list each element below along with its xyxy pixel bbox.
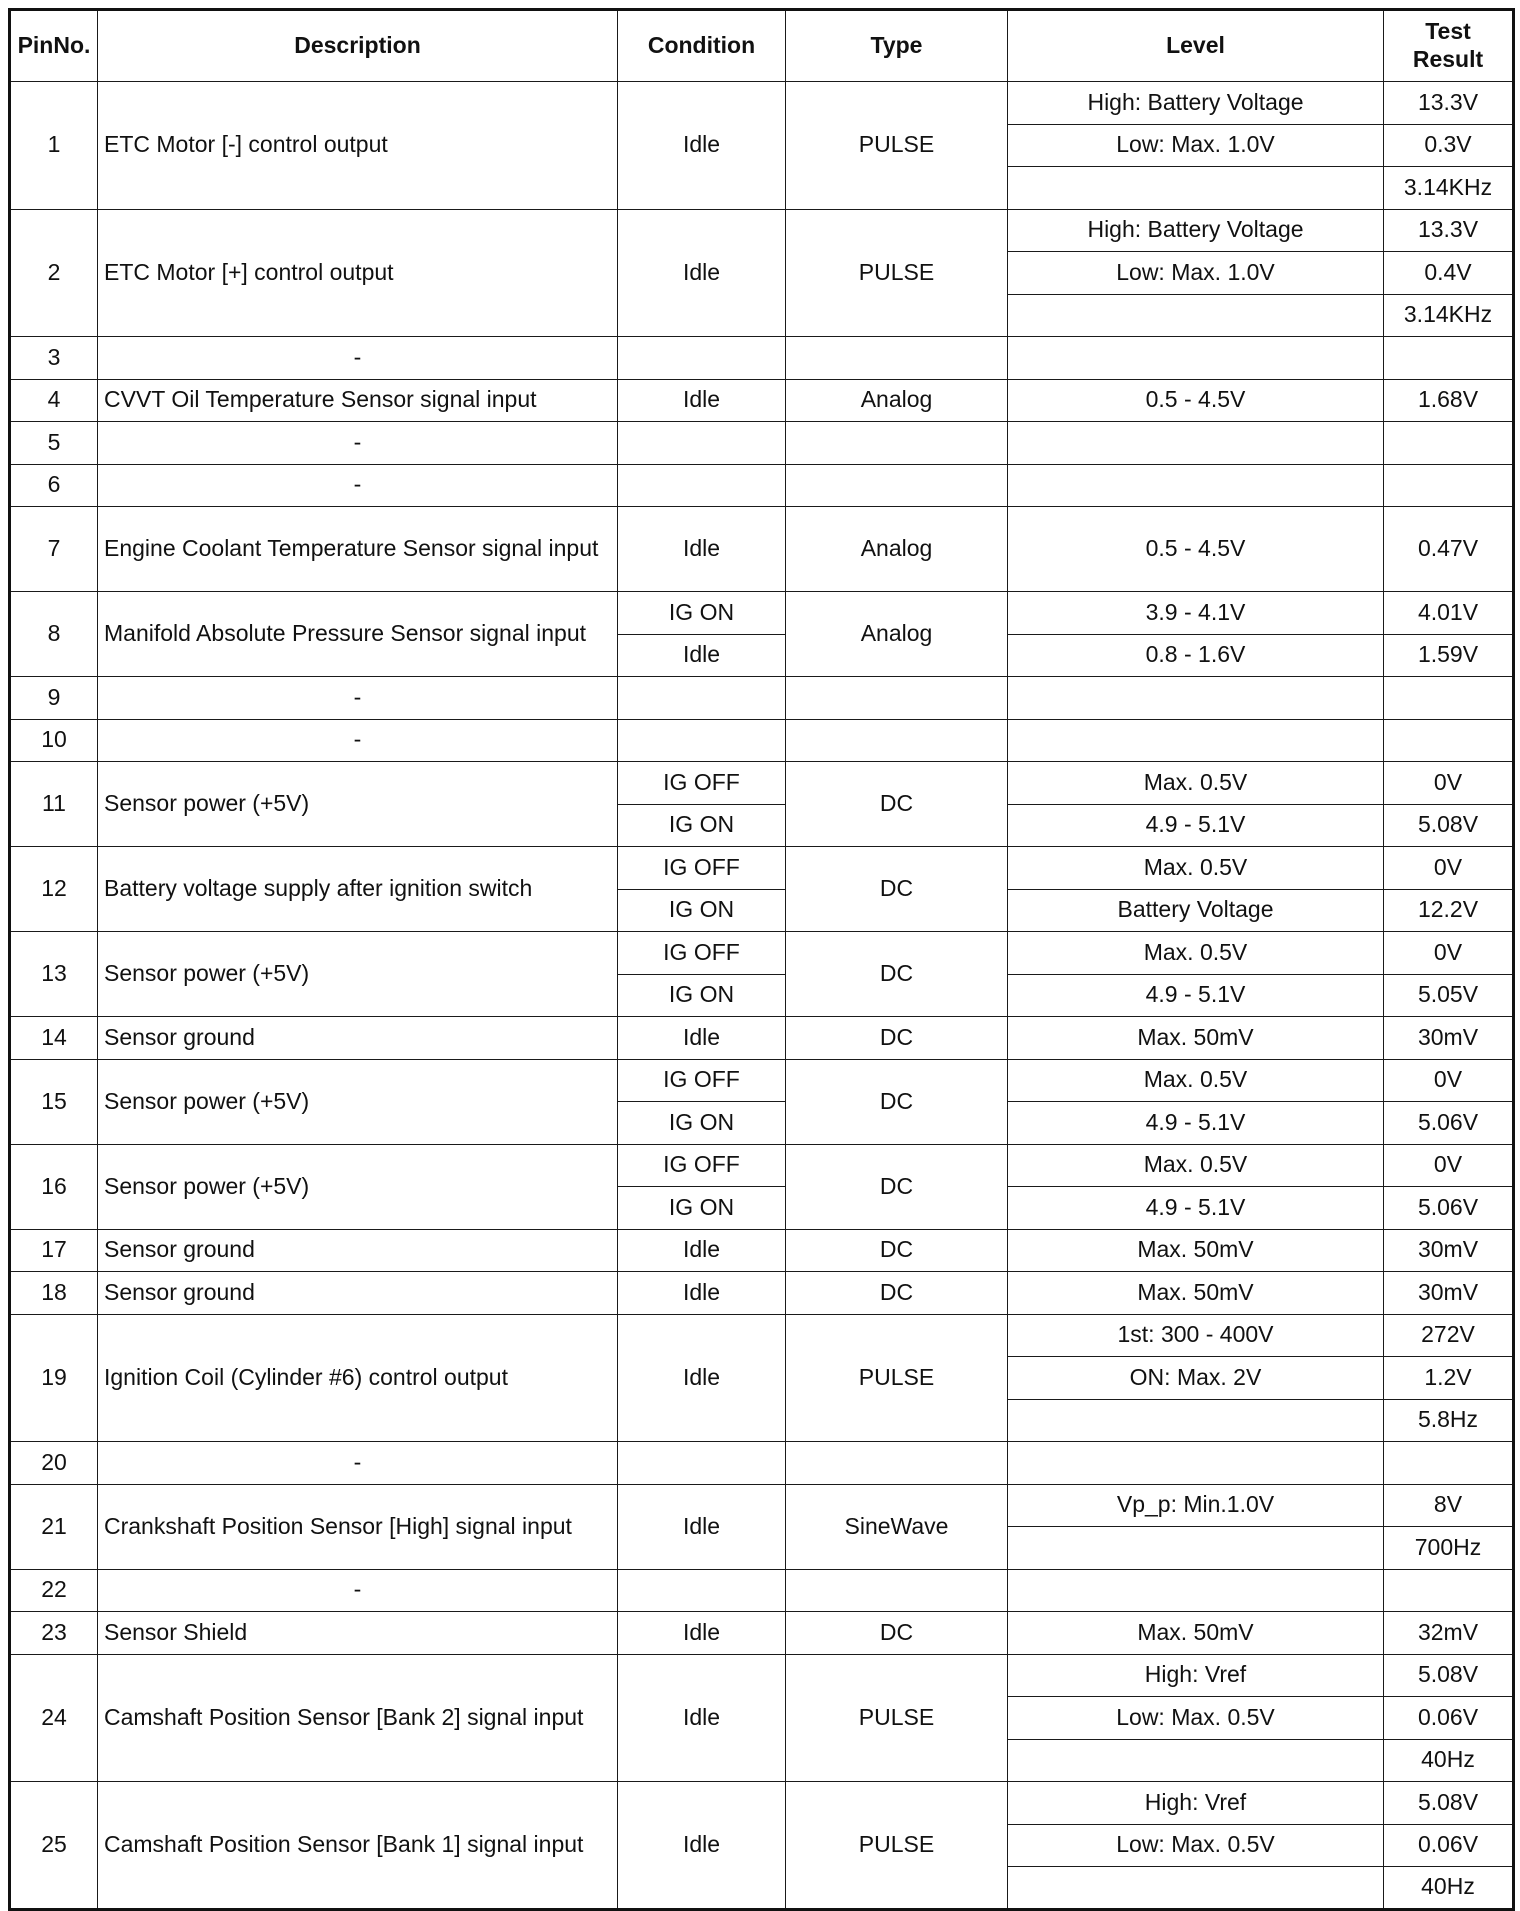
pin-type [786,1442,1008,1485]
pin-level: Max. 0.5V [1008,847,1384,890]
pin-type: PULSE [786,1654,1008,1782]
pin-type [786,719,1008,762]
pin-number: 9 [10,677,98,720]
pin-test-result: 5.05V [1384,974,1514,1017]
pin-test-result: 5.8Hz [1384,1399,1514,1442]
pin-condition [618,719,786,762]
pin-test-result: 0.3V [1384,124,1514,167]
pin-number: 20 [10,1442,98,1485]
pin-condition: Idle [618,82,786,210]
pin-condition: IG OFF [618,762,786,805]
pin-test-result: 5.08V [1384,1782,1514,1825]
pin-test-result: 40Hz [1384,1867,1514,1910]
pin-condition: IG OFF [618,847,786,890]
pin-level: 0.5 - 4.5V [1008,379,1384,422]
pin-level [1008,1527,1384,1570]
pin-number: 21 [10,1484,98,1569]
pin-number: 13 [10,932,98,1017]
pin-test-result: 13.3V [1384,82,1514,125]
pin-level: Max. 50mV [1008,1017,1384,1060]
pin-level: 3.9 - 4.1V [1008,592,1384,635]
table-row [10,1612,1514,1655]
pin-level: Max. 50mV [1008,1612,1384,1655]
pin-condition: Idle [618,1314,786,1442]
pin-number: 5 [10,422,98,465]
table-row [10,337,1514,380]
pin-level [1008,1739,1384,1782]
pin-level: Max. 0.5V [1008,762,1384,805]
pin-test-result: 0.4V [1384,252,1514,295]
pin-test-result: 5.08V [1384,1654,1514,1697]
pin-condition: Idle [618,1612,786,1655]
pin-description: Sensor Shield [98,1612,618,1655]
pin-level: Battery Voltage [1008,889,1384,932]
pin-condition: Idle [618,1272,786,1315]
pin-condition: Idle [618,1229,786,1272]
pin-description: ETC Motor [+] control output [98,209,618,337]
pin-type: SineWave [786,1484,1008,1569]
pin-condition [618,464,786,507]
pin-test-result [1384,1569,1514,1612]
pin-number: 12 [10,847,98,932]
pin-test-result: 5.06V [1384,1102,1514,1145]
pin-type: DC [786,1017,1008,1060]
pin-level: 4.9 - 5.1V [1008,1102,1384,1145]
pin-test-result: 0V [1384,1144,1514,1187]
pin-condition: IG ON [618,889,786,932]
pin-description: - [98,464,618,507]
pin-test-result: 0.06V [1384,1697,1514,1740]
pin-type: DC [786,762,1008,847]
pin-description: Manifold Absolute Pressure Sensor signal input [98,592,618,677]
pin-level: 4.9 - 5.1V [1008,1187,1384,1230]
pin-test-result: 40Hz [1384,1739,1514,1782]
pin-condition [618,422,786,465]
table-row [10,507,1514,550]
pin-level: 4.9 - 5.1V [1008,804,1384,847]
pin-condition [618,1569,786,1612]
pin-level [1008,464,1384,507]
pin-test-result: 1.59V [1384,634,1514,677]
pin-description: - [98,422,618,465]
pin-type: DC [786,1229,1008,1272]
pin-type: Analog [786,592,1008,677]
pin-description: - [98,677,618,720]
pin-level [1008,422,1384,465]
pin-test-result [1384,422,1514,465]
pin-number: 19 [10,1314,98,1442]
pin-type [786,422,1008,465]
pin-test-result: 0V [1384,762,1514,805]
pin-condition: IG ON [618,804,786,847]
pin-type: DC [786,1144,1008,1229]
pin-test-result: 0.06V [1384,1824,1514,1867]
pin-number: 6 [10,464,98,507]
pin-test-result: 1.68V [1384,379,1514,422]
header-description: Description [98,10,618,82]
table-row [10,209,1514,252]
pin-level: Max. 50mV [1008,1229,1384,1272]
pin-condition [618,677,786,720]
pin-number: 4 [10,379,98,422]
pin-test-result [1384,337,1514,380]
pin-test-result [1384,677,1514,720]
pin-type: DC [786,932,1008,1017]
pin-description: Ignition Coil (Cylinder #6) control output [98,1314,618,1442]
header-type: Type [786,10,1008,82]
pin-level [1008,294,1384,337]
table-row [10,1442,1514,1485]
header-level: Level [1008,10,1384,82]
pin-number: 23 [10,1612,98,1655]
pin-description: - [98,1442,618,1485]
table-row [10,1229,1514,1272]
pin-test-result: 3.14KHz [1384,294,1514,337]
table-row [10,932,1514,975]
pin-type: DC [786,1059,1008,1144]
pin-number: 24 [10,1654,98,1782]
pin-number: 7 [10,507,98,592]
pin-type: DC [786,1272,1008,1315]
pin-condition: IG OFF [618,1144,786,1187]
pin-type: PULSE [786,209,1008,337]
pin-level [1008,1399,1384,1442]
pin-test-result: 13.3V [1384,209,1514,252]
pin-condition: IG OFF [618,932,786,975]
pin-test-result: 0V [1384,1059,1514,1102]
pin-level: Low: Max. 1.0V [1008,252,1384,295]
table-row [10,1484,1514,1527]
pin-test-result: 5.06V [1384,1187,1514,1230]
pin-number: 16 [10,1144,98,1229]
pin-level: High: Battery Voltage [1008,82,1384,125]
pin-level: 4.9 - 5.1V [1008,974,1384,1017]
pin-level: High: Vref [1008,1782,1384,1825]
pin-condition: Idle [618,379,786,422]
pin-description: - [98,337,618,380]
pin-test-result: 30mV [1384,1017,1514,1060]
pin-level: Low: Max. 0.5V [1008,1824,1384,1867]
pin-type [786,677,1008,720]
table-row [10,1017,1514,1060]
pin-level [1008,719,1384,762]
pin-level: Max. 0.5V [1008,1059,1384,1102]
pin-level: 0.5 - 4.5V [1008,507,1384,592]
pin-test-result: 1.2V [1384,1357,1514,1400]
table-row [10,1272,1514,1315]
pin-test-table [8,8,1515,1911]
pin-test-result: 0V [1384,847,1514,890]
pin-test-result: 700Hz [1384,1527,1514,1570]
pin-test-result: 8V [1384,1484,1514,1527]
pin-level: Vp_p: Min.1.0V [1008,1484,1384,1527]
table-row [10,1059,1514,1102]
pin-level [1008,1569,1384,1612]
pin-description: Camshaft Position Sensor [Bank 1] signal input [98,1782,618,1910]
pin-description: Battery voltage supply after ignition switch [98,847,618,932]
pin-description: CVVT Oil Temperature Sensor signal input [98,379,618,422]
pin-description: - [98,719,618,762]
pin-description: Crankshaft Position Sensor [High] signal input [98,1484,618,1569]
pin-test-result: 30mV [1384,1229,1514,1272]
pin-condition: Idle [618,209,786,337]
pin-level: High: Battery Voltage [1008,209,1384,252]
pin-condition: IG ON [618,592,786,635]
pin-description: Sensor power (+5V) [98,1059,618,1144]
pin-level [1008,1867,1384,1910]
table-row [10,379,1514,422]
table-row [10,1569,1514,1612]
header-row [10,10,1514,82]
pin-number: 22 [10,1569,98,1612]
table-row [10,1314,1514,1357]
table-row [10,464,1514,507]
pin-level [1008,337,1384,380]
pin-description: Camshaft Position Sensor [Bank 2] signal input [98,1654,618,1782]
pin-level: Low: Max. 0.5V [1008,1697,1384,1740]
pin-level [1008,167,1384,210]
pin-test-result [1384,719,1514,762]
pin-test-result [1384,1442,1514,1485]
pin-type: PULSE [786,1782,1008,1910]
pin-level: ON: Max. 2V [1008,1357,1384,1400]
pin-test-result [1384,464,1514,507]
table-row [10,762,1514,805]
table-row [10,422,1514,465]
header-pin-no: PinNo. [10,10,98,82]
table-row [10,719,1514,762]
pin-number: 11 [10,762,98,847]
pin-condition [618,337,786,380]
pin-description: Sensor power (+5V) [98,762,618,847]
pin-level: 1st: 300 - 400V [1008,1314,1384,1357]
pin-condition: Idle [618,634,786,677]
pin-description: Sensor ground [98,1229,618,1272]
pin-level: 0.8 - 1.6V [1008,634,1384,677]
pin-level [1008,677,1384,720]
pin-description: Sensor power (+5V) [98,932,618,1017]
pin-number: 14 [10,1017,98,1060]
pin-description: - [98,1569,618,1612]
pin-test-result: 0.47V [1384,507,1514,592]
pin-type: DC [786,847,1008,932]
table-row [10,82,1514,125]
pin-number: 2 [10,209,98,337]
table-body [10,82,1514,1910]
pin-type: DC [786,1612,1008,1655]
pin-description: Engine Coolant Temperature Sensor signal input [98,507,618,592]
table-row [10,1782,1514,1825]
pin-condition: IG ON [618,1102,786,1145]
pin-condition: Idle [618,1017,786,1060]
pin-condition: Idle [618,1782,786,1910]
pin-type [786,337,1008,380]
pin-type: Analog [786,379,1008,422]
table-header [10,10,1514,82]
pin-number: 17 [10,1229,98,1272]
pin-number: 3 [10,337,98,380]
pin-type: Analog [786,507,1008,592]
pin-test-result: 0V [1384,932,1514,975]
pin-condition: IG ON [618,974,786,1017]
pin-type: PULSE [786,1314,1008,1442]
pin-number: 25 [10,1782,98,1910]
pin-type [786,464,1008,507]
pin-type [786,1569,1008,1612]
pin-condition: IG OFF [618,1059,786,1102]
pin-number: 8 [10,592,98,677]
pin-number: 18 [10,1272,98,1315]
pin-level: High: Vref [1008,1654,1384,1697]
table-row [10,592,1514,635]
table-row [10,1144,1514,1187]
pin-test-result: 272V [1384,1314,1514,1357]
pin-condition: Idle [618,1654,786,1782]
pin-description: Sensor power (+5V) [98,1144,618,1229]
pin-test-result: 12.2V [1384,889,1514,932]
table-row [10,677,1514,720]
pin-level: Max. 0.5V [1008,932,1384,975]
pin-number: 10 [10,719,98,762]
table-row [10,1654,1514,1697]
pin-level: Max. 50mV [1008,1272,1384,1315]
pin-type: PULSE [786,82,1008,210]
pin-condition [618,1442,786,1485]
pin-test-result: 5.08V [1384,804,1514,847]
pin-condition: Idle [618,1484,786,1569]
pin-level: Max. 0.5V [1008,1144,1384,1187]
pin-test-result: 30mV [1384,1272,1514,1315]
table-row [10,847,1514,890]
pin-number: 15 [10,1059,98,1144]
pin-test-result: 3.14KHz [1384,167,1514,210]
header-test-result: Test Result [1384,10,1514,82]
header-condition: Condition [618,10,786,82]
pin-test-result: 32mV [1384,1612,1514,1655]
pin-level: Low: Max. 1.0V [1008,124,1384,167]
pin-description: Sensor ground [98,1272,618,1315]
pin-description: ETC Motor [-] control output [98,82,618,210]
pin-description: Sensor ground [98,1017,618,1060]
pin-level [1008,1442,1384,1485]
pin-condition: Idle [618,507,786,592]
pin-number: 1 [10,82,98,210]
pin-test-result: 4.01V [1384,592,1514,635]
pin-condition: IG ON [618,1187,786,1230]
